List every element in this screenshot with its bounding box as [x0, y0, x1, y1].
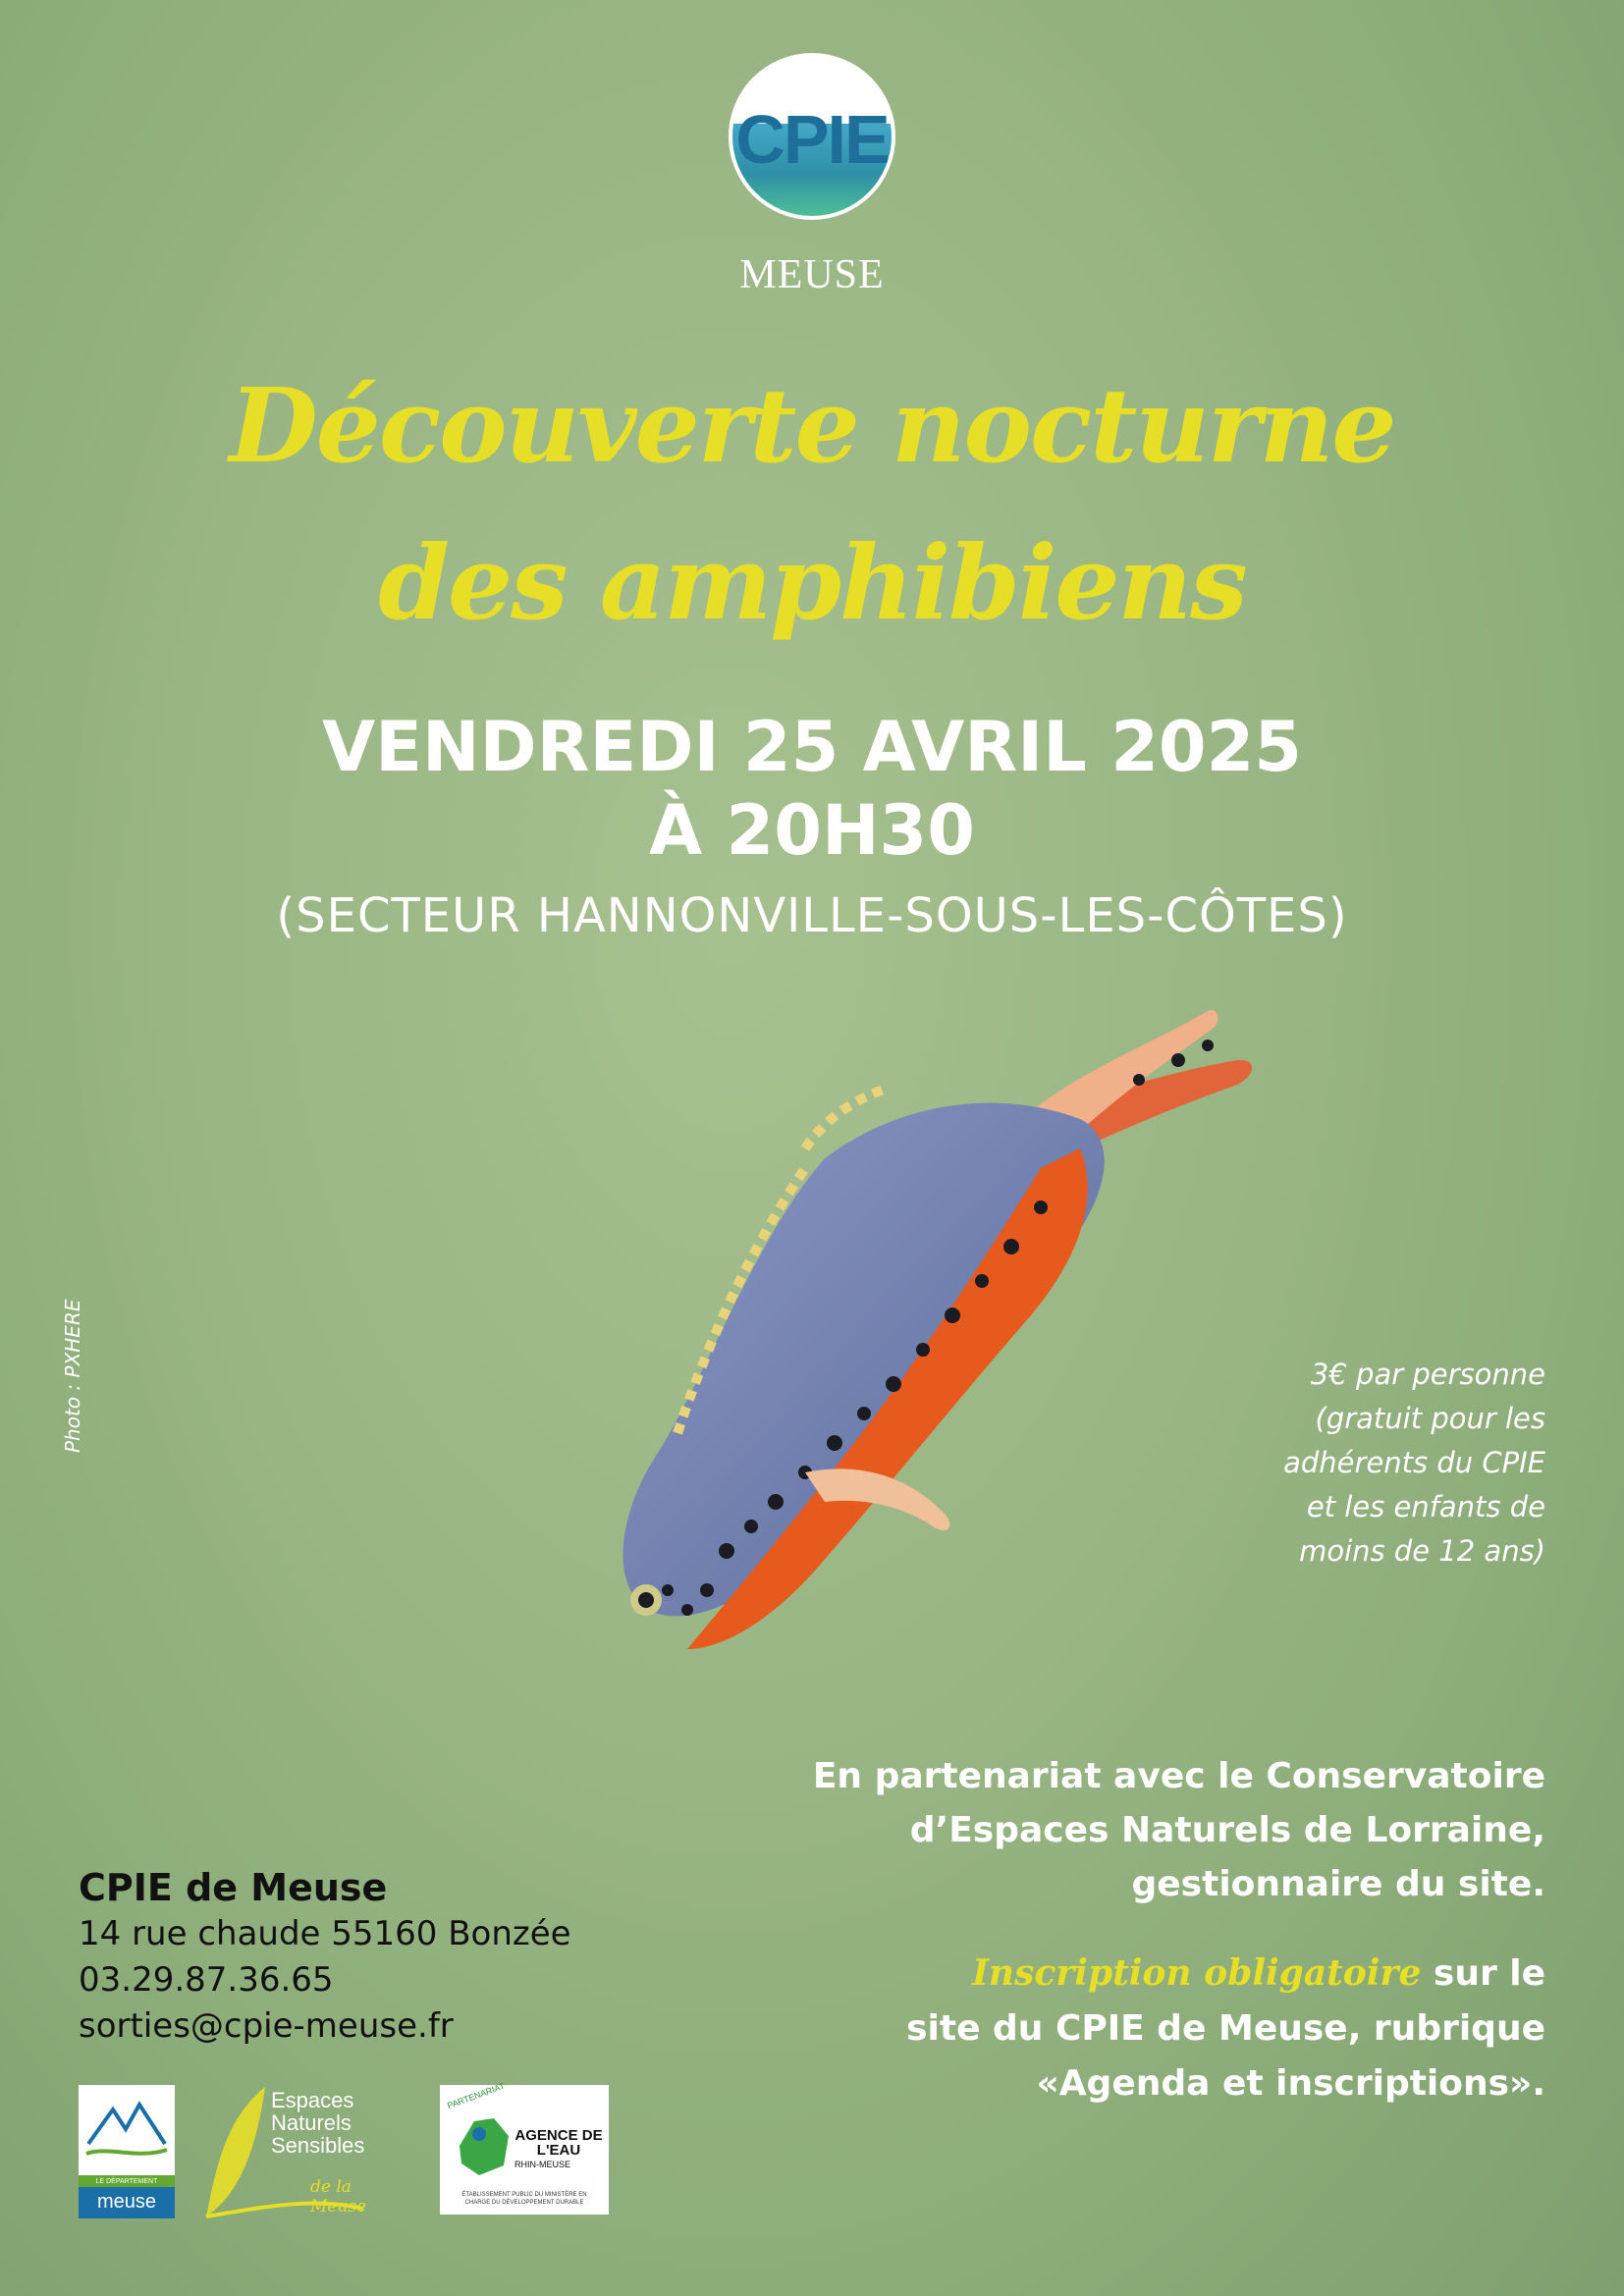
agence-subtitle: RHIN-MEUSE	[514, 2160, 571, 2169]
department-top-label: LE DÉPARTEMENT	[95, 2178, 158, 2185]
partnership-text	[785, 1749, 1545, 1911]
ens-text	[271, 2089, 364, 2157]
contact-email[interactable]: sorties@cpie-meuse.fr	[79, 2006, 454, 2046]
registration-line-1	[776, 1946, 1545, 2002]
ens-subtitle: de la Meuse	[310, 2177, 367, 2216]
price-line: (gratuit pour les	[1315, 1402, 1545, 1435]
department-name: meuse	[79, 2187, 175, 2218]
newt-pupil	[638, 1592, 654, 1608]
event-date: VENDREDI 25 AVRIL 2025	[321, 707, 1303, 787]
event-time: À 20H30	[649, 790, 975, 871]
contact-address: 14 rue chaude 55160 Bonzée	[79, 1914, 571, 1953]
partnership-line: d’Espaces Naturels de Lorraine,	[909, 1810, 1545, 1850]
price-line: et les enfants de	[1306, 1490, 1545, 1523]
contact-phone: 03.29.87.36.65	[79, 1960, 334, 2000]
price-line: moins de 12 ans)	[1299, 1534, 1545, 1568]
contact-name: CPIE de Meuse	[79, 1866, 388, 1909]
department-mountain-icon	[79, 2085, 175, 2173]
ens-line: Espaces	[271, 2088, 354, 2112]
price-info	[1178, 1353, 1545, 1574]
registration-line-3: «Agenda et inscriptions».	[1036, 2063, 1545, 2104]
registration-text	[776, 1946, 1545, 2111]
registration-line-2: site du CPIE de Meuse, rubrique	[906, 2008, 1545, 2049]
event-sector: (SECTEUR HANNONVILLE-SOUS-LES-CÔTES)	[276, 888, 1348, 943]
newt-back	[623, 1103, 1105, 1617]
cpie-logo	[732, 57, 892, 216]
registration-highlight: Inscription obligatoire	[972, 1952, 1422, 1994]
location-label: MEUSE	[739, 252, 885, 297]
agence-eau-logo	[440, 2080, 609, 2215]
agence-title: AGENCE DE L'EAU	[514, 2127, 603, 2159]
ens-line: Sensibles	[271, 2133, 365, 2158]
ens-logo	[196, 2079, 393, 2226]
agence-partenariat-label: PARTENARIAT	[446, 2080, 507, 2111]
department-meuse-logo	[79, 2085, 175, 2218]
cpie-logo-text: CPIE	[735, 101, 889, 178]
price-line: 3€ par personne	[1310, 1358, 1545, 1391]
partnership-line: En partenariat avec le Conservatoire	[812, 1756, 1545, 1796]
photo-credit: Photo : PXHERE	[61, 1299, 84, 1453]
registration-line-1-rest: sur le	[1421, 1953, 1545, 1994]
contact-block	[79, 1865, 571, 2050]
partnership-line: gestionnaire du site.	[1131, 1864, 1545, 1904]
price-line: adhérents du CPIE	[1283, 1446, 1545, 1479]
agence-footer: ÉTABLISSEMENT PUBLIC DU MINISTÈRE EN CHARGE DU DÉVELOPPEMENT DURABLE	[461, 2192, 587, 2206]
title-line-2: des amphibiens	[378, 522, 1246, 643]
title-line-1: Découverte nocturne	[229, 365, 1395, 486]
ens-line: Naturels	[271, 2110, 352, 2135]
